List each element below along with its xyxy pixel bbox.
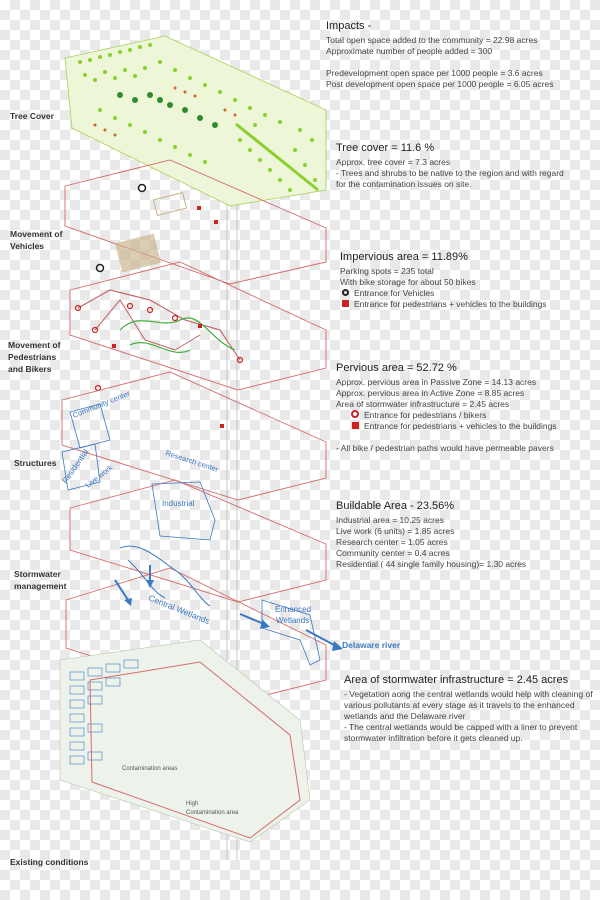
delaware-river-label: Delaware river (342, 640, 401, 650)
buildable-line: Research center = 1.05 acres (336, 537, 448, 547)
impacts-title: Impacts - (326, 20, 372, 32)
tree-cover-title: Tree cover = 11.6 % (336, 142, 435, 154)
wetland-outline (120, 546, 210, 606)
research-center-label: Research center (164, 448, 220, 474)
existing-conditions-ground (60, 640, 310, 842)
stormwater-title: Area of stormwater infrastructure = 2.45 acres (344, 674, 569, 686)
tree-cover-line: - Trees and shrubs to be native to the region and with regard for the contamination issues on site. (336, 168, 564, 189)
legend-label: Entrance for pedestrians / bikers (364, 410, 487, 420)
legend-vehicle-entrance (340, 288, 570, 299)
building-entrance-marker (112, 344, 116, 348)
impervious-title: Impervious area = 11.89% (340, 251, 468, 263)
vehicle-entrance-icon (342, 289, 349, 296)
impacts-block (326, 20, 588, 90)
legend-label: Entrance for Vehicles (354, 288, 435, 298)
buildable-outline (70, 480, 326, 602)
stormwater-line: - Vegetation aong the central wetlands would help with cleaning of various pollutants at every stage as it travels to the enhanced wetlands and the Delaware river (344, 689, 593, 721)
tree-cover-line: Approx. tree cover = 7.3 acres (336, 157, 451, 167)
label-structures: Structures (14, 458, 57, 468)
pervious-block (336, 362, 600, 454)
label-movement-vehicles: Movement of Vehicles (10, 229, 63, 251)
legend-label: Entrance for pedestrians + vehicles to the buildings (364, 421, 557, 431)
industrial-label: Industrial (162, 499, 195, 508)
impacts-line: Predevelopment open space per 1000 people = 3.6 acres (326, 68, 543, 78)
impervious-block (340, 251, 570, 310)
legend-building-entrance (336, 421, 600, 432)
structures-outline (62, 372, 326, 500)
vehicle-road (95, 300, 200, 350)
buildable-title: Buildable Area - 23.56% (336, 500, 455, 512)
stormwater-block (344, 674, 596, 744)
tree-cover-block (336, 142, 566, 190)
enhanced-wetlands-label-2: Wetlands (276, 616, 310, 625)
stormwater-flow-arrow (240, 614, 264, 624)
label-existing: Existing conditions (10, 857, 89, 867)
pervious-line: Area of stormwater infrastructure = 2.45 acres (336, 399, 510, 409)
high-contamination-label-1: High (186, 801, 199, 807)
vehicle-road (78, 290, 240, 360)
community-center-label: Community center (71, 388, 132, 420)
legend-label: Entrance for pedestrians + vehicles to the buildings (354, 299, 547, 309)
existing-conditions-layer (60, 640, 310, 842)
legend-building-entrance (340, 299, 570, 310)
impervious-line: With bike storage for about 50 bikes (340, 277, 476, 287)
buildable-line: Community center = 0.4 acres (336, 548, 450, 558)
buildable-line: Residential ( 44 single family housing)= 1.30 acres (336, 559, 527, 569)
building-entrance-marker (220, 424, 224, 428)
building-entrance-marker (198, 324, 202, 328)
flow-arrowhead (260, 619, 270, 629)
impacts-line: Total open space added to the community = 22.98 acres (326, 35, 538, 45)
stormwater-line: - The central wetlands would be capped with a liner to prevent stormwater infiltration before it gets cleaned up. (344, 722, 578, 743)
enhanced-wetlands-label-1: Enhanced (275, 605, 312, 614)
pedestrian-entrance-icon (351, 410, 359, 418)
tree-cover-layer (65, 36, 326, 206)
industrial-footprint (152, 482, 215, 540)
buildable-line: Industrial area = 10.25 acres (336, 515, 444, 525)
pervious-line: Approx. pervious area in Passive Zone = 14.13 acres (336, 377, 537, 387)
tree-cover-base (65, 36, 326, 206)
high-contamination-label-2: Contamination area (186, 810, 239, 816)
contamination-areas-label: Contamination areas (122, 766, 178, 772)
building-footprint-1 (115, 234, 161, 273)
live-work-label: Live work (83, 462, 115, 490)
impacts-line: Post development open space per 1000 people = 6.05 acres (326, 79, 554, 89)
label-movement-peds: Movement of Pedestrians and Bikers (8, 340, 61, 374)
pervious-note: - All bike / pedestrian paths would have permeable pavers (336, 443, 554, 453)
central-wetlands-label: Central Wetlands (147, 592, 212, 627)
flow-arrowhead (124, 598, 132, 606)
buildable-line: Live work (6 units) = 1.85 acres (336, 526, 455, 536)
flow-arrowhead (146, 580, 154, 588)
building-footprint-2 (154, 193, 187, 216)
pedestrian-path (120, 318, 235, 352)
buildable-layer (70, 480, 326, 602)
residential-label: Residential (60, 447, 91, 486)
label-stormwater: Stormwater management (14, 569, 67, 591)
buildable-block (336, 500, 598, 570)
impacts-line: Approximate number of people added = 300 (326, 46, 493, 56)
impervious-line: Parking spots = 235 total (340, 266, 434, 276)
vehicle-entrance-icon (97, 265, 104, 272)
pervious-title: Pervious area = 52.72 % (336, 362, 457, 374)
building-entrance-marker (197, 206, 201, 210)
stormwater-flow-arrow (306, 630, 336, 646)
label-tree-cover: Tree Cover (10, 111, 54, 121)
pervious-line: Approx. pervious area in Active Zone = 8.85 acres (336, 388, 525, 398)
building-entrance-marker (214, 220, 218, 224)
building-entrance-icon (342, 300, 349, 307)
structures-layer (60, 372, 326, 500)
legend-pedestrian-entrance (336, 410, 600, 421)
vehicle-entrance-icon (139, 185, 146, 192)
building-entrance-icon (352, 422, 359, 429)
